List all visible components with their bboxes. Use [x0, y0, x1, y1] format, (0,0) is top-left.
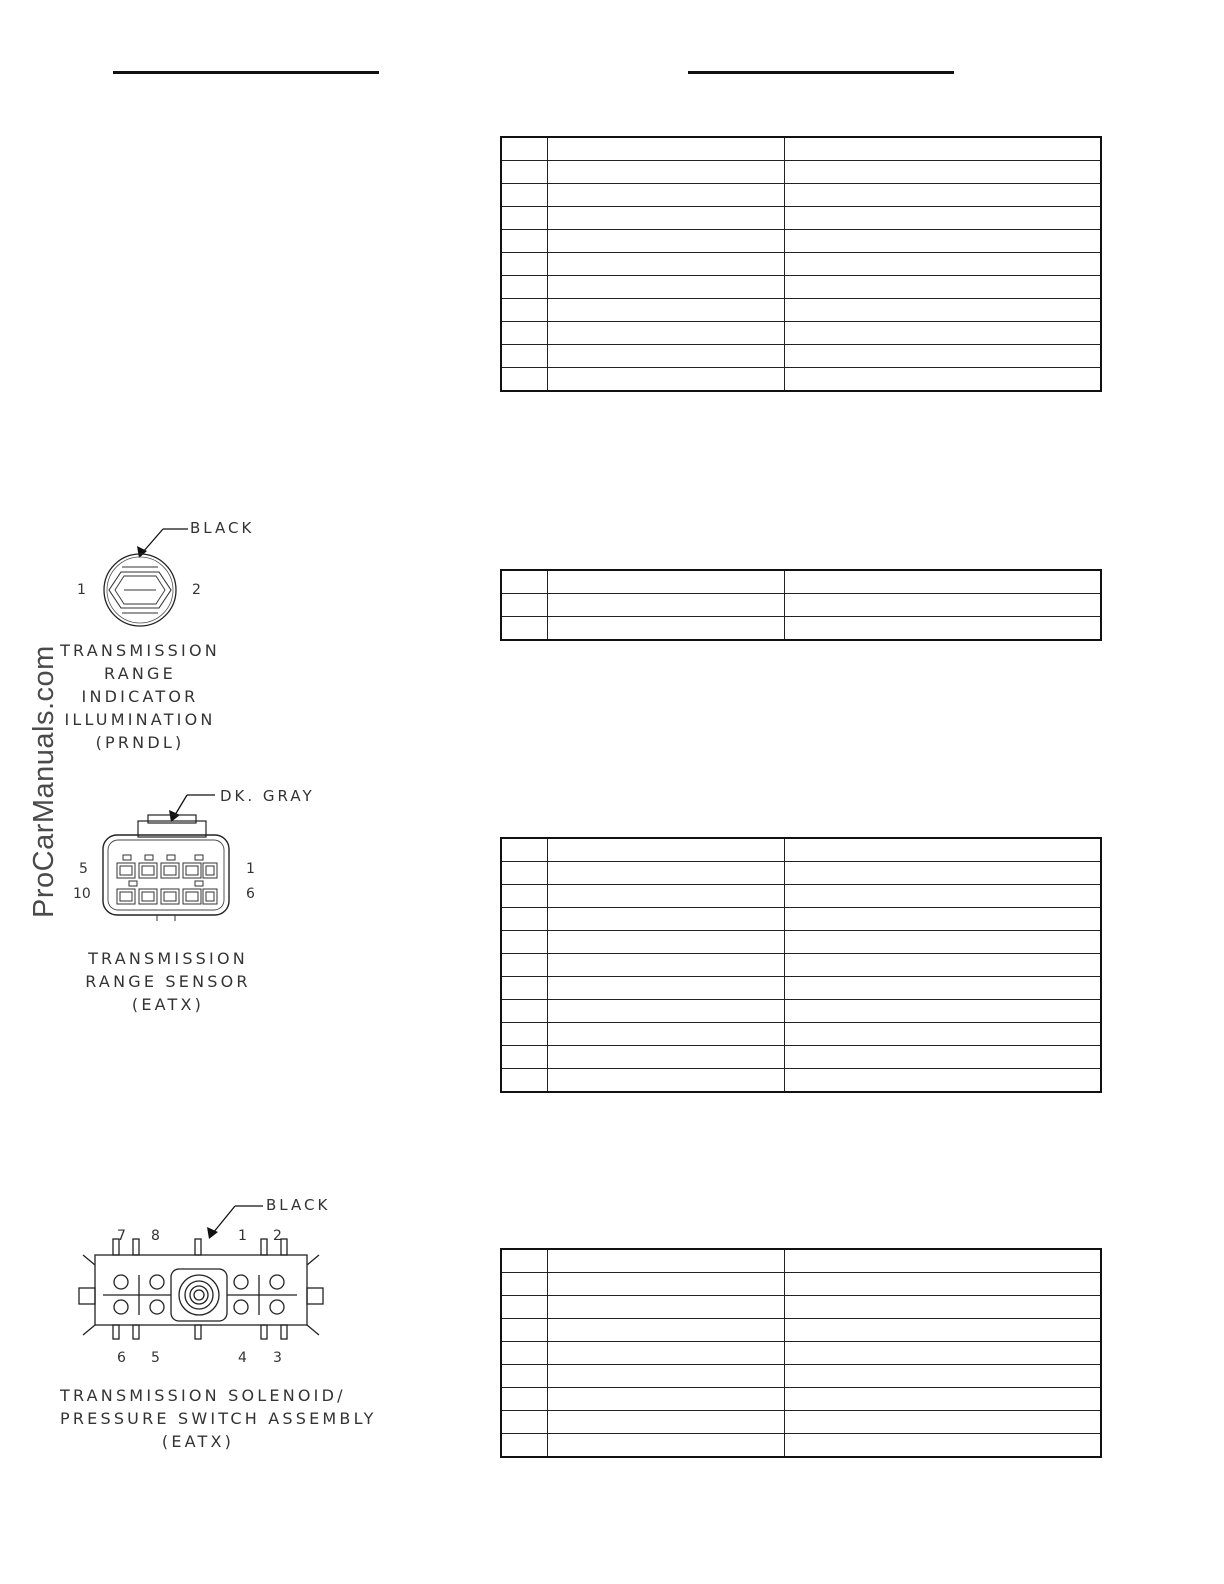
table-cell: [501, 299, 547, 322]
table-row: [501, 1365, 1101, 1388]
range-sensor-pin-5: 5: [79, 861, 88, 877]
table-cell: [784, 1388, 1101, 1411]
range-sensor-color-label: DK. GRAY: [220, 787, 315, 805]
table-row: [501, 908, 1101, 931]
table-cell: [501, 1069, 547, 1093]
table-cell: [784, 276, 1101, 299]
table-row: [501, 1249, 1101, 1273]
table-cell: [501, 207, 547, 230]
table-row: [501, 954, 1101, 977]
table-cell: [501, 276, 547, 299]
right-header-rule: [688, 71, 954, 74]
table-cell: [501, 1342, 547, 1365]
solenoid-caption: TRANSMISSION SOLENOID/ PRESSURE SWITCH ASSEMBLY (EATX): [60, 1386, 377, 1451]
table-cell: [547, 368, 784, 392]
table-row: [501, 1434, 1101, 1458]
table-cell: [784, 161, 1101, 184]
table-row: [501, 570, 1101, 594]
solenoid-pin-8: 8: [151, 1228, 160, 1244]
table-cell: [547, 1069, 784, 1093]
table-row: [501, 1342, 1101, 1365]
table-cell: [784, 1273, 1101, 1296]
table-cell: [501, 1411, 547, 1434]
table-cell: [547, 253, 784, 276]
table-row: [501, 230, 1101, 253]
table-row: [501, 617, 1101, 641]
table-cell: [547, 1365, 784, 1388]
table-cell: [547, 299, 784, 322]
table-cell: [784, 345, 1101, 368]
table-cell: [547, 885, 784, 908]
table-cell: [784, 594, 1101, 617]
table-cell: [547, 594, 784, 617]
table-cell: [501, 322, 547, 345]
table-cell: [784, 184, 1101, 207]
table-cell: [547, 977, 784, 1000]
table-cell: [784, 838, 1101, 862]
table-cell: [501, 908, 547, 931]
table-row: [501, 1388, 1101, 1411]
table-cell: [501, 1388, 547, 1411]
table-cell: [501, 1000, 547, 1023]
table-cell: [501, 368, 547, 392]
range-sensor-pin-10: 10: [73, 886, 91, 902]
table-cell: [784, 977, 1101, 1000]
table-cell: [784, 207, 1101, 230]
table-cell: [501, 977, 547, 1000]
range-sensor-caption: TRANSMISSION RANGE SENSOR (EATX): [85, 949, 251, 1014]
solenoid-pin-1: 1: [238, 1228, 247, 1244]
table-cell: [784, 1023, 1101, 1046]
table-cell: [547, 617, 784, 641]
table-cell: [784, 1249, 1101, 1273]
table-cell: [784, 253, 1101, 276]
solenoid-pin-3: 3: [273, 1350, 282, 1366]
table-cell: [501, 230, 547, 253]
table-row: [501, 184, 1101, 207]
table-cell: [501, 570, 547, 594]
table-cell: [501, 1023, 547, 1046]
table-row: [501, 1319, 1101, 1342]
table-cell: [784, 885, 1101, 908]
table-cell: [547, 1388, 784, 1411]
range-sensor-pin-1: 1: [246, 861, 255, 877]
table-row: [501, 1046, 1101, 1069]
table-cell: [784, 1365, 1101, 1388]
prndl-caption: TRANSMISSION RANGE INDICATOR ILLUMINATION (PRNDL): [60, 641, 220, 752]
table-cell: [547, 184, 784, 207]
table-cell: [501, 1319, 547, 1342]
solenoid-pin-4: 4: [238, 1350, 247, 1366]
prndl-color-label: BLACK: [190, 519, 255, 537]
table-cell: [547, 931, 784, 954]
table-cell: [547, 161, 784, 184]
table-row: [501, 862, 1101, 885]
table-cell: [501, 617, 547, 641]
table-cell: [547, 207, 784, 230]
solenoid-connector-drawing: [75, 1195, 335, 1355]
table-row: [501, 1023, 1101, 1046]
table-cell: [501, 862, 547, 885]
range-sensor-pin-6: 6: [246, 886, 255, 902]
table-cell: [547, 322, 784, 345]
table-cell: [547, 570, 784, 594]
table-cell: [501, 1365, 547, 1388]
table-cell: [501, 838, 547, 862]
table-cell: [547, 1342, 784, 1365]
table-cell: [547, 862, 784, 885]
table-cell: [501, 594, 547, 617]
table-cell: [501, 253, 547, 276]
table-cell: [547, 1249, 784, 1273]
table-cell: [784, 230, 1101, 253]
table-row: [501, 345, 1101, 368]
table-cell: [784, 1411, 1101, 1434]
table-cell: [784, 1342, 1101, 1365]
table-cell: [547, 1000, 784, 1023]
table-cell: [784, 1319, 1101, 1342]
table-cell: [784, 322, 1101, 345]
table-cell: [501, 1046, 547, 1069]
table-cell: [501, 954, 547, 977]
solenoid-pin-2: 2: [273, 1228, 282, 1244]
pinout-table-1: [500, 136, 1102, 392]
table-row: [501, 1296, 1101, 1319]
table-cell: [547, 838, 784, 862]
table-cell: [784, 862, 1101, 885]
table-cell: [547, 1411, 784, 1434]
prndl-pin-1: 1: [77, 582, 86, 598]
table-cell: [547, 1046, 784, 1069]
table-row: [501, 1069, 1101, 1093]
table-cell: [784, 617, 1101, 641]
table-cell: [547, 1023, 784, 1046]
table-row: [501, 207, 1101, 230]
pinout-table-4: [500, 1248, 1102, 1458]
solenoid-pin-5: 5: [151, 1350, 160, 1366]
table-cell: [501, 1273, 547, 1296]
table-cell: [784, 931, 1101, 954]
table-cell: [501, 137, 547, 161]
table-cell: [784, 908, 1101, 931]
table-cell: [547, 1296, 784, 1319]
table-row: [501, 1411, 1101, 1434]
table-cell: [501, 345, 547, 368]
table-row: [501, 137, 1101, 161]
table-row: [501, 838, 1101, 862]
range-sensor-connector-drawing: [95, 785, 305, 925]
table-row: [501, 1000, 1101, 1023]
table-cell: [501, 885, 547, 908]
table-cell: [501, 931, 547, 954]
table-cell: [784, 368, 1101, 392]
prndl-pin-2: 2: [192, 582, 201, 598]
watermark: ProCarManuals.com: [28, 645, 60, 918]
table-cell: [784, 1000, 1101, 1023]
table-row: [501, 885, 1101, 908]
table-cell: [547, 276, 784, 299]
table-cell: [547, 954, 784, 977]
table-cell: [501, 1249, 547, 1273]
table-cell: [547, 1434, 784, 1458]
table-cell: [501, 184, 547, 207]
table-cell: [501, 161, 547, 184]
table-row: [501, 276, 1101, 299]
table-cell: [501, 1434, 547, 1458]
table-row: [501, 1273, 1101, 1296]
table-cell: [784, 570, 1101, 594]
table-cell: [784, 954, 1101, 977]
prndl-connector-drawing: [95, 520, 255, 635]
table-row: [501, 322, 1101, 345]
left-header-rule: [113, 71, 379, 74]
table-cell: [784, 1434, 1101, 1458]
table-cell: [547, 1273, 784, 1296]
table-row: [501, 368, 1101, 392]
solenoid-pin-6: 6: [117, 1350, 126, 1366]
table-cell: [547, 137, 784, 161]
table-cell: [784, 299, 1101, 322]
solenoid-pin-7: 7: [117, 1228, 126, 1244]
table-cell: [547, 1319, 784, 1342]
table-cell: [547, 908, 784, 931]
table-cell: [784, 1296, 1101, 1319]
solenoid-color-label: BLACK: [266, 1196, 331, 1214]
table-row: [501, 161, 1101, 184]
table-cell: [547, 230, 784, 253]
table-row: [501, 299, 1101, 322]
table-cell: [784, 137, 1101, 161]
table-cell: [784, 1046, 1101, 1069]
table-cell: [784, 1069, 1101, 1093]
pinout-table-2: [500, 569, 1102, 641]
table-row: [501, 977, 1101, 1000]
table-cell: [501, 1296, 547, 1319]
table-row: [501, 931, 1101, 954]
table-row: [501, 253, 1101, 276]
table-row: [501, 594, 1101, 617]
pinout-table-3: [500, 837, 1102, 1093]
table-cell: [547, 345, 784, 368]
